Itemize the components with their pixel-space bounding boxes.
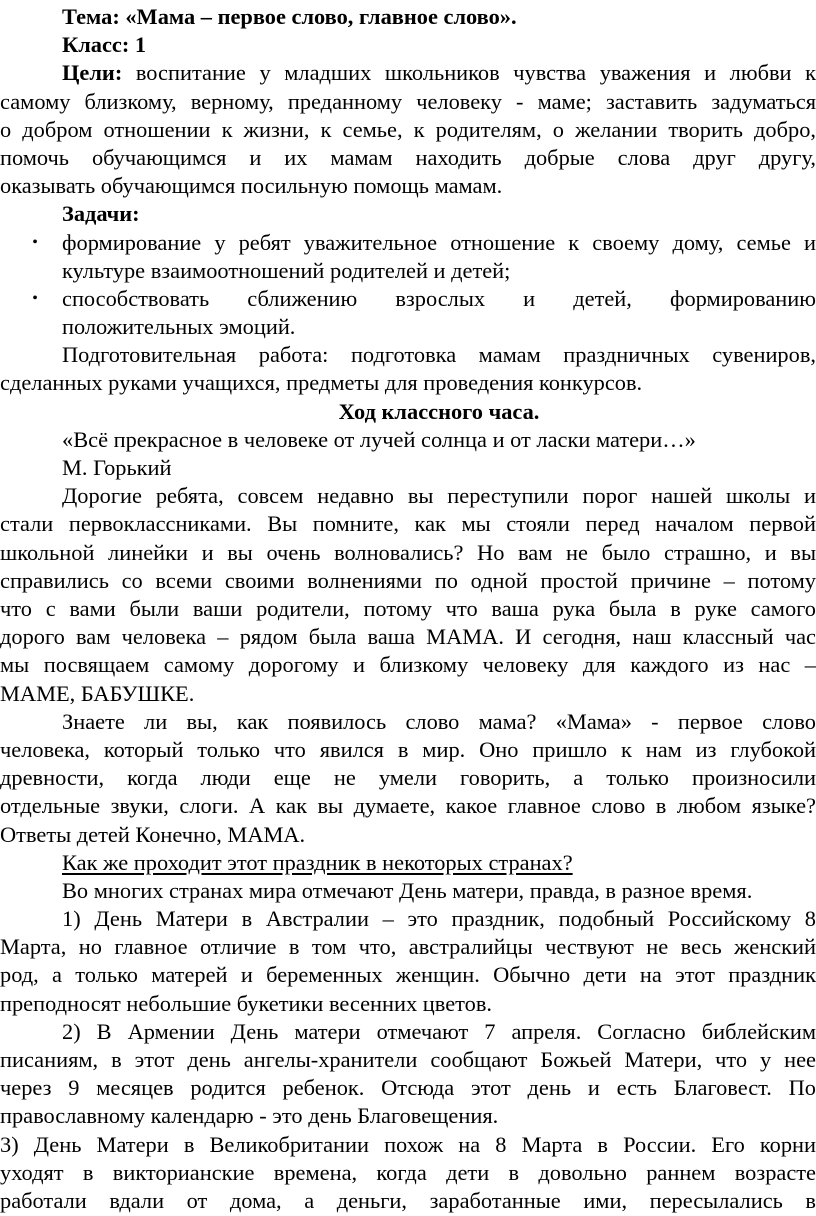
country-item-line: уходят в викторианские времена, когда дети в довольно раннем возрасте <box>0 1159 816 1185</box>
bullet-icon: • <box>32 289 38 307</box>
epigraph-author: М. Горький <box>62 455 172 481</box>
country-item-line: работали вдали от дома, а деньги, заработанные ими, пересылались в <box>0 1188 816 1213</box>
task-item-line: способствовать сближению взрослых и детей, формированию <box>62 285 816 311</box>
country-item-line: 1) День Матери в Австралии – это праздник, подобный Российскому 8 <box>62 906 816 932</box>
paragraph-line: школьной линейки и вы очень волновались? Но вам не было страшно, и вы <box>0 539 816 565</box>
paragraph-line: Знаете ли вы, как появилось слово мама? «Мама» - первое слово <box>62 708 816 734</box>
goals-line: помочь обучающимся и их мамам находить добрые слова друг другу, <box>0 144 816 170</box>
paragraph-line: мы посвящаем самому дорогому и близкому человеку для каждого из нас – <box>0 652 816 678</box>
country-item-line: писаниям, в этот день ангелы-хранители сообщают Божьей Матери, что у нее <box>0 1047 816 1073</box>
paragraph-line: стали первоклассниками. Вы помните, как мы стояли перед началом первой <box>0 511 816 537</box>
task-item-line: культуре взаимоотношений родителей и детей; <box>62 257 511 283</box>
paragraph-line: отдельные звуки, слоги. А как вы думаете, какое главное слово в любом языке? <box>0 793 816 819</box>
epigraph-quote: «Всё прекрасное в человеке от лучей солнца и от ласки матери…» <box>62 426 696 452</box>
country-item-line: род, а только матерей и беременных женщин. Обычно дети на этот праздник <box>0 962 816 988</box>
section-title: Ход классного часа. <box>338 398 540 424</box>
lesson-grade: Класс: 1 <box>62 32 147 58</box>
country-item-line: православному календарю - это день Благовещения. <box>0 1103 499 1129</box>
task-item-line: положительных эмоций. <box>62 314 296 340</box>
goals-line: самому близкому, верному, преданному человеку - маме; заставить задуматься <box>0 88 816 114</box>
country-item-line: 3) День Матери в Великобритании похож на 8 Марта в России. Его корни <box>0 1131 816 1157</box>
bullet-icon: • <box>32 233 38 251</box>
paragraph-line: МАМЕ, БАБУШКЕ. <box>0 680 195 706</box>
paragraph-line: что с вами были ваши родители, потому что ваша рука была в руке самого <box>0 596 816 621</box>
paragraph-line: справились со всеми своими волнениями по одной простой причине – потому <box>0 567 816 593</box>
goals-line <box>0 58 816 88</box>
prep-line: сделанных руками учащихся, предметы для проведения конкурсов. <box>0 370 643 396</box>
intro-line: Во многих странах мира отмечают День матери, правда, в разное время. <box>62 877 753 903</box>
country-item-line: Марта, но главное отличие в том что, австралийцы чествуют не весь женский <box>0 934 816 960</box>
paragraph-line: человека, который только что явился в мир. Оно пришло к нам из глубокой <box>0 736 816 762</box>
lesson-topic: Тема: «Мама – первое слово, главное слово». <box>62 4 517 29</box>
goals-line: о добром отношении к жизни, к семье, к родителям, о желании творить добро, <box>0 116 816 142</box>
question-line <box>0 848 816 878</box>
task-item-line: формирование у ребят уважительное отношение к своему дому, семье и <box>62 229 816 255</box>
country-item-line: через 9 месяцев родится ребенок. Отсюда этот день и есть Благовест. По <box>0 1075 816 1101</box>
goals-line: оказывать обучающимся посильную помощь мамам. <box>0 173 503 199</box>
paragraph-line: древности, когда люди еще не умели говорить, а только произносили <box>0 765 816 791</box>
goals-text: воспитание у младших школьников чувства уважения и любви к <box>122 60 816 86</box>
country-item-line: 2) В Армении День матери отмечают 7 апреля. Согласно библейским <box>62 1018 816 1044</box>
paragraph-line: Дорогие ребята, совсем недавно вы переступили порог нашей школы и <box>62 483 816 509</box>
prep-line: Подготовительная работа: подготовка мамам праздничных сувениров, <box>62 342 816 368</box>
paragraph-line: дорого вам человека – рядом была ваша МАМА. И сегодня, наш классный час <box>0 624 816 650</box>
question-text: Как же проходит этот праздник в некоторых странах? <box>62 849 573 875</box>
paragraph-line: Ответы детей Конечно, МАМА. <box>0 821 306 847</box>
country-item-line: преподносят небольшие букетики весенних цветов. <box>0 990 493 1016</box>
tasks-heading: Задачи: <box>62 201 140 227</box>
goals-label: Цели: <box>62 60 123 86</box>
